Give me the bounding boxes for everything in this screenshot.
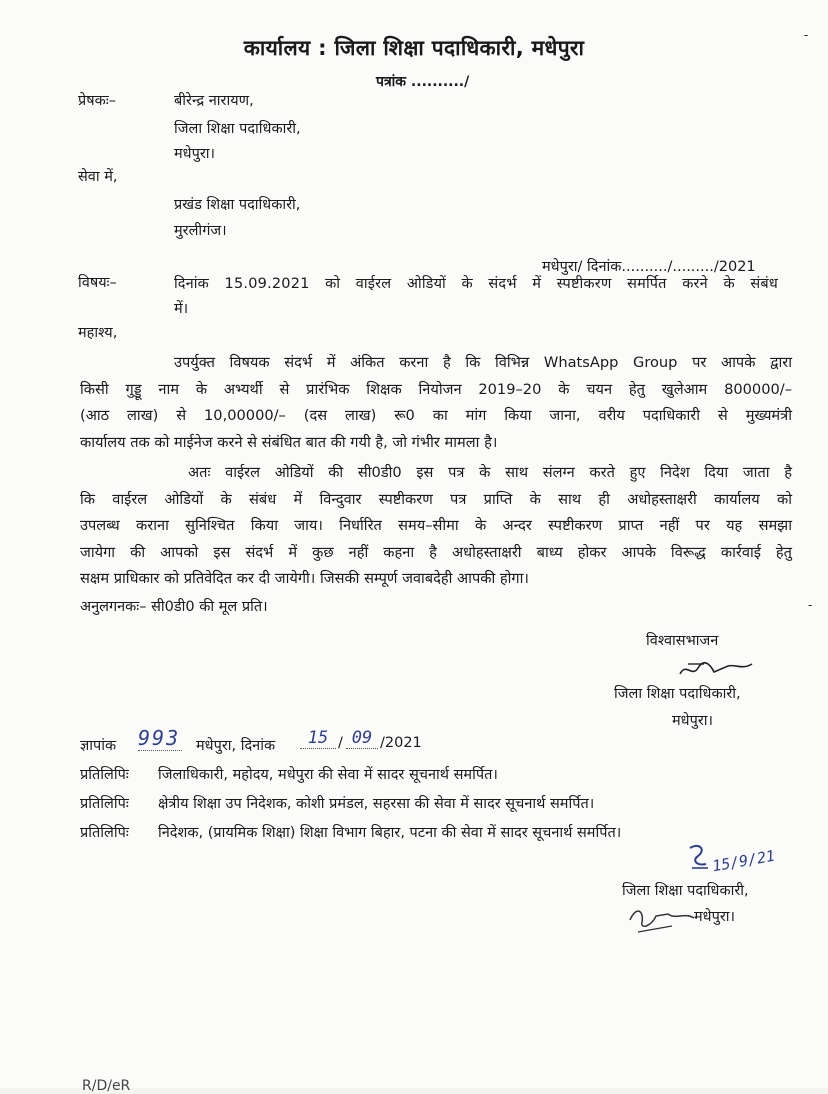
paragraph-2-line: सक्षम प्राधिकार को प्रतिवेदित कर दी जायेगी। जिसकी सम्पूर्ण जवाबदेही आपकी होगा। bbox=[80, 570, 529, 587]
copy-label: प्रतिलिपिः bbox=[80, 825, 129, 841]
handwritten-date: 15/9/21 bbox=[710, 846, 777, 876]
patrank-line: पत्रांक ........../ bbox=[376, 74, 470, 90]
signature-1-line-1: जिला शिक्षा पदाधिकारी, bbox=[614, 686, 741, 702]
memo-day: 15 bbox=[300, 728, 336, 749]
copy-text: क्षेत्रीय शिक्षा उप निदेशक, कोशी प्रमंडल, सहरसा की सेवा में सादर सूचनार्थ समर्पित। bbox=[158, 796, 595, 812]
letter-page: कार्यालय : जिला शिक्षा पदाधिकारी, मधेपुरा पत्रांक ........../ प्रेषकः– बीरेन्द्र नारायण, जिला शिक्षा पदाधिकारी, मधेपुरा। सेवा में, प्रखंड शिक्षा पदाधिकारी, मुरलीगंज। मधेपुरा/ दिनांक........../........./2021 विषयः– दिनांक 15.09.2021 को वाईरल ओडियों के संदर्भ में स्पष्टीकरण समर्पित करने के संबंध में। महाश्य, उपर्युक्त विषयक संदर्भ में अंकित करना है कि विभिन्न WhatsApp Group पर आपके द्वारा किसी गुड्डू नाम के अभ्यर्थी से प्रारंभिक शिक्षक नियोजन 2019–20 के चयन हेतु खुलेआम 800000/– (आठ लाख) से 10,00000/– (दस लाख) रू0 का मांग किया जाना, वरीय पदाधिकारी से मुख्यमंत्री कार्यालय तक को माईनेज करने से संबंधित बात की गयी है, जो गंभीर मामला है। अतः वाईरल ओडियों की सी0डी0 इस पत्र के साथ संलग्न करते हुए निदेश दिया जाता है कि वाईरल ओडियों के संबंध में विन्दुवार स्पष्टीकरण पत्र प्राप्ति के साथ ही अधोहस्ताक्षरी कार्यालय को उपलब्ध कराना सुनिश्चित किया जाय। निर्धारित समय–सीमा के अन्दर स्पष्टीकरण प्राप्त नहीं पर यह समझा जायेगा की आपको इस संदर्भ में कुछ नहीं कहना है अधोहस्ताक्षरी बाध्य होकर आपके विरूद्ध कार्रवाई हेतु सक्षम प्राधिकार को प्रतिवेदित कर दी जायेगी। जिसकी सम्पूर्ण जवाबदेही आपकी होगा। अनुलगनकः– सी0डी0 की मूल प्रति। विश्वासभाजन जिला शिक्षा पदाधिकारी, मधेपुरा। ज्ञापांक 993 मधेपुरा, दिनांक 15 / 09 /2021 प्रतिलिपिः जिलाधिकारी, महोदय, मधेपुरा की सेवा में सादर सूचनार्थ समर्पित। प्रतिलिपिः क्षेत्रीय शिक्षा उप निदेशक, कोशी प्रमंडल, सहरसा की सेवा में सादर सूचनार्थ समर्पित। प्रतिलिपिः निदेशक, (प्रायमिक शिक्षा) शिक्षा विभाग बिहार, पटना की सेवा में सादर सूचनार्थ समर्पित। 15/9/21 जिला शिक्षा पदाधिकारी, मधेपुरा। - - R/D/eR bbox=[0, 0, 828, 1088]
recipient-line-1: प्रखंड शिक्षा पदाधिकारी, bbox=[174, 197, 301, 213]
paragraph-2 bbox=[80, 460, 792, 593]
signature-1-line-2: मधेपुरा। bbox=[672, 713, 714, 729]
memo-place-date: मधेपुरा, दिनांक bbox=[196, 738, 276, 754]
copy-label: प्रतिलिपिः bbox=[80, 767, 129, 783]
recipient-label: सेवा में, bbox=[78, 169, 118, 185]
handwritten-initial-mark bbox=[686, 842, 712, 872]
sender-line-3: मधेपुरा। bbox=[174, 146, 216, 162]
signature-2-line-2: मधेपुरा। bbox=[694, 909, 736, 925]
sender-label: प्रेषकः– bbox=[78, 93, 116, 109]
subject-line-2: में। bbox=[174, 301, 189, 317]
closing-text: विश्वासभाजन bbox=[646, 633, 719, 649]
signature-scribble-2 bbox=[628, 900, 698, 936]
paragraph-2-line: उपलब्ध कराना सुनिश्चित किया जाय। निर्धारित समय–सीमा के अन्दर स्पष्टीकरण प्राप्त नहीं पर यह समझा bbox=[80, 517, 792, 534]
sender-line-2: जिला शिक्षा पदाधिकारी, bbox=[174, 121, 301, 137]
enclosure-line: अनुलगनकः– सी0डी0 की मूल प्रति। bbox=[80, 599, 268, 615]
sender-line-1: बीरेन्द्र नारायण, bbox=[174, 93, 254, 109]
paragraph-1-line: (आठ लाख) से 10,00000/– (दस लाख) रू0 का मांग किया जाना, वरीय पदाधिकारी से मुख्यमंत्री bbox=[80, 407, 792, 424]
memo-prefix: ज्ञापांक bbox=[80, 738, 117, 754]
paragraph-2-line: अतः वाईरल ओडियों की सी0डी0 इस पत्र के साथ संलग्न करते हुए निदेश दिया जाता है bbox=[188, 464, 792, 481]
copy-text: निदेशक, (प्रायमिक शिक्षा) शिक्षा विभाग बिहार, पटना की सेवा में सादर सूचनार्थ समर्पित। bbox=[158, 825, 622, 841]
paragraph-1-line: कार्यालय तक को माईनेज करने से संबंधित बात की गयी है, जो गंभीर मामला है। bbox=[80, 433, 498, 451]
paragraph-1 bbox=[80, 350, 792, 456]
memo-month: 09 bbox=[346, 728, 378, 749]
recipient-line-2: मुरलीगंज। bbox=[174, 223, 227, 239]
subject-label: विषयः– bbox=[78, 275, 117, 291]
paragraph-2-line: जायेगा की आपको इस संदर्भ में कुछ नहीं कहना है अधोहस्ताक्षरी बाध्य होकर आपके विरूद्ध कार्रवाई हेतु bbox=[80, 543, 792, 561]
memo-year: /2021 bbox=[380, 735, 422, 751]
signature-2-line-1: जिला शिक्षा पदाधिकारी, bbox=[622, 883, 749, 899]
paragraph-1-line: किसी गुड्डू नाम के अभ्यर्थी से प्रारंभिक शिक्षक नियोजन 2019–20 के चयन हेतु खुलेआम 800000/– bbox=[80, 380, 792, 398]
bottom-fragment: R/D/eR bbox=[82, 1078, 131, 1094]
memo-number: 993 bbox=[138, 726, 181, 750]
office-title: कार्यालय : जिला शिक्षा पदाधिकारी, मधेपुरा bbox=[243, 36, 585, 60]
copy-label: प्रतिलिपिः bbox=[80, 796, 129, 812]
salutation: महाश्य, bbox=[78, 325, 118, 341]
paragraph-2-line: कि वाईरल ओडियों के संबंध में विन्दुवार स्पष्टीकरण पत्र प्राप्ति के साथ ही अधोहस्ताक्षरी कार्यालय को bbox=[80, 490, 792, 508]
signature-scribble-1 bbox=[676, 658, 756, 682]
date-line: मधेपुरा/ दिनांक........../........./2021 bbox=[542, 259, 756, 275]
paragraph-1-line: उपर्युक्त विषयक संदर्भ में अंकित करना है कि विभिन्न WhatsApp Group पर आपके द्वारा bbox=[174, 354, 792, 371]
copy-text: जिलाधिकारी, महोदय, मधेपुरा की सेवा में सादर सूचनार्थ समर्पित। bbox=[158, 767, 498, 783]
subject-line-1: दिनांक 15.09.2021 को वाईरल ओडियों के संदर्भ में स्पष्टीकरण समर्पित करने के संबंध bbox=[174, 276, 778, 292]
